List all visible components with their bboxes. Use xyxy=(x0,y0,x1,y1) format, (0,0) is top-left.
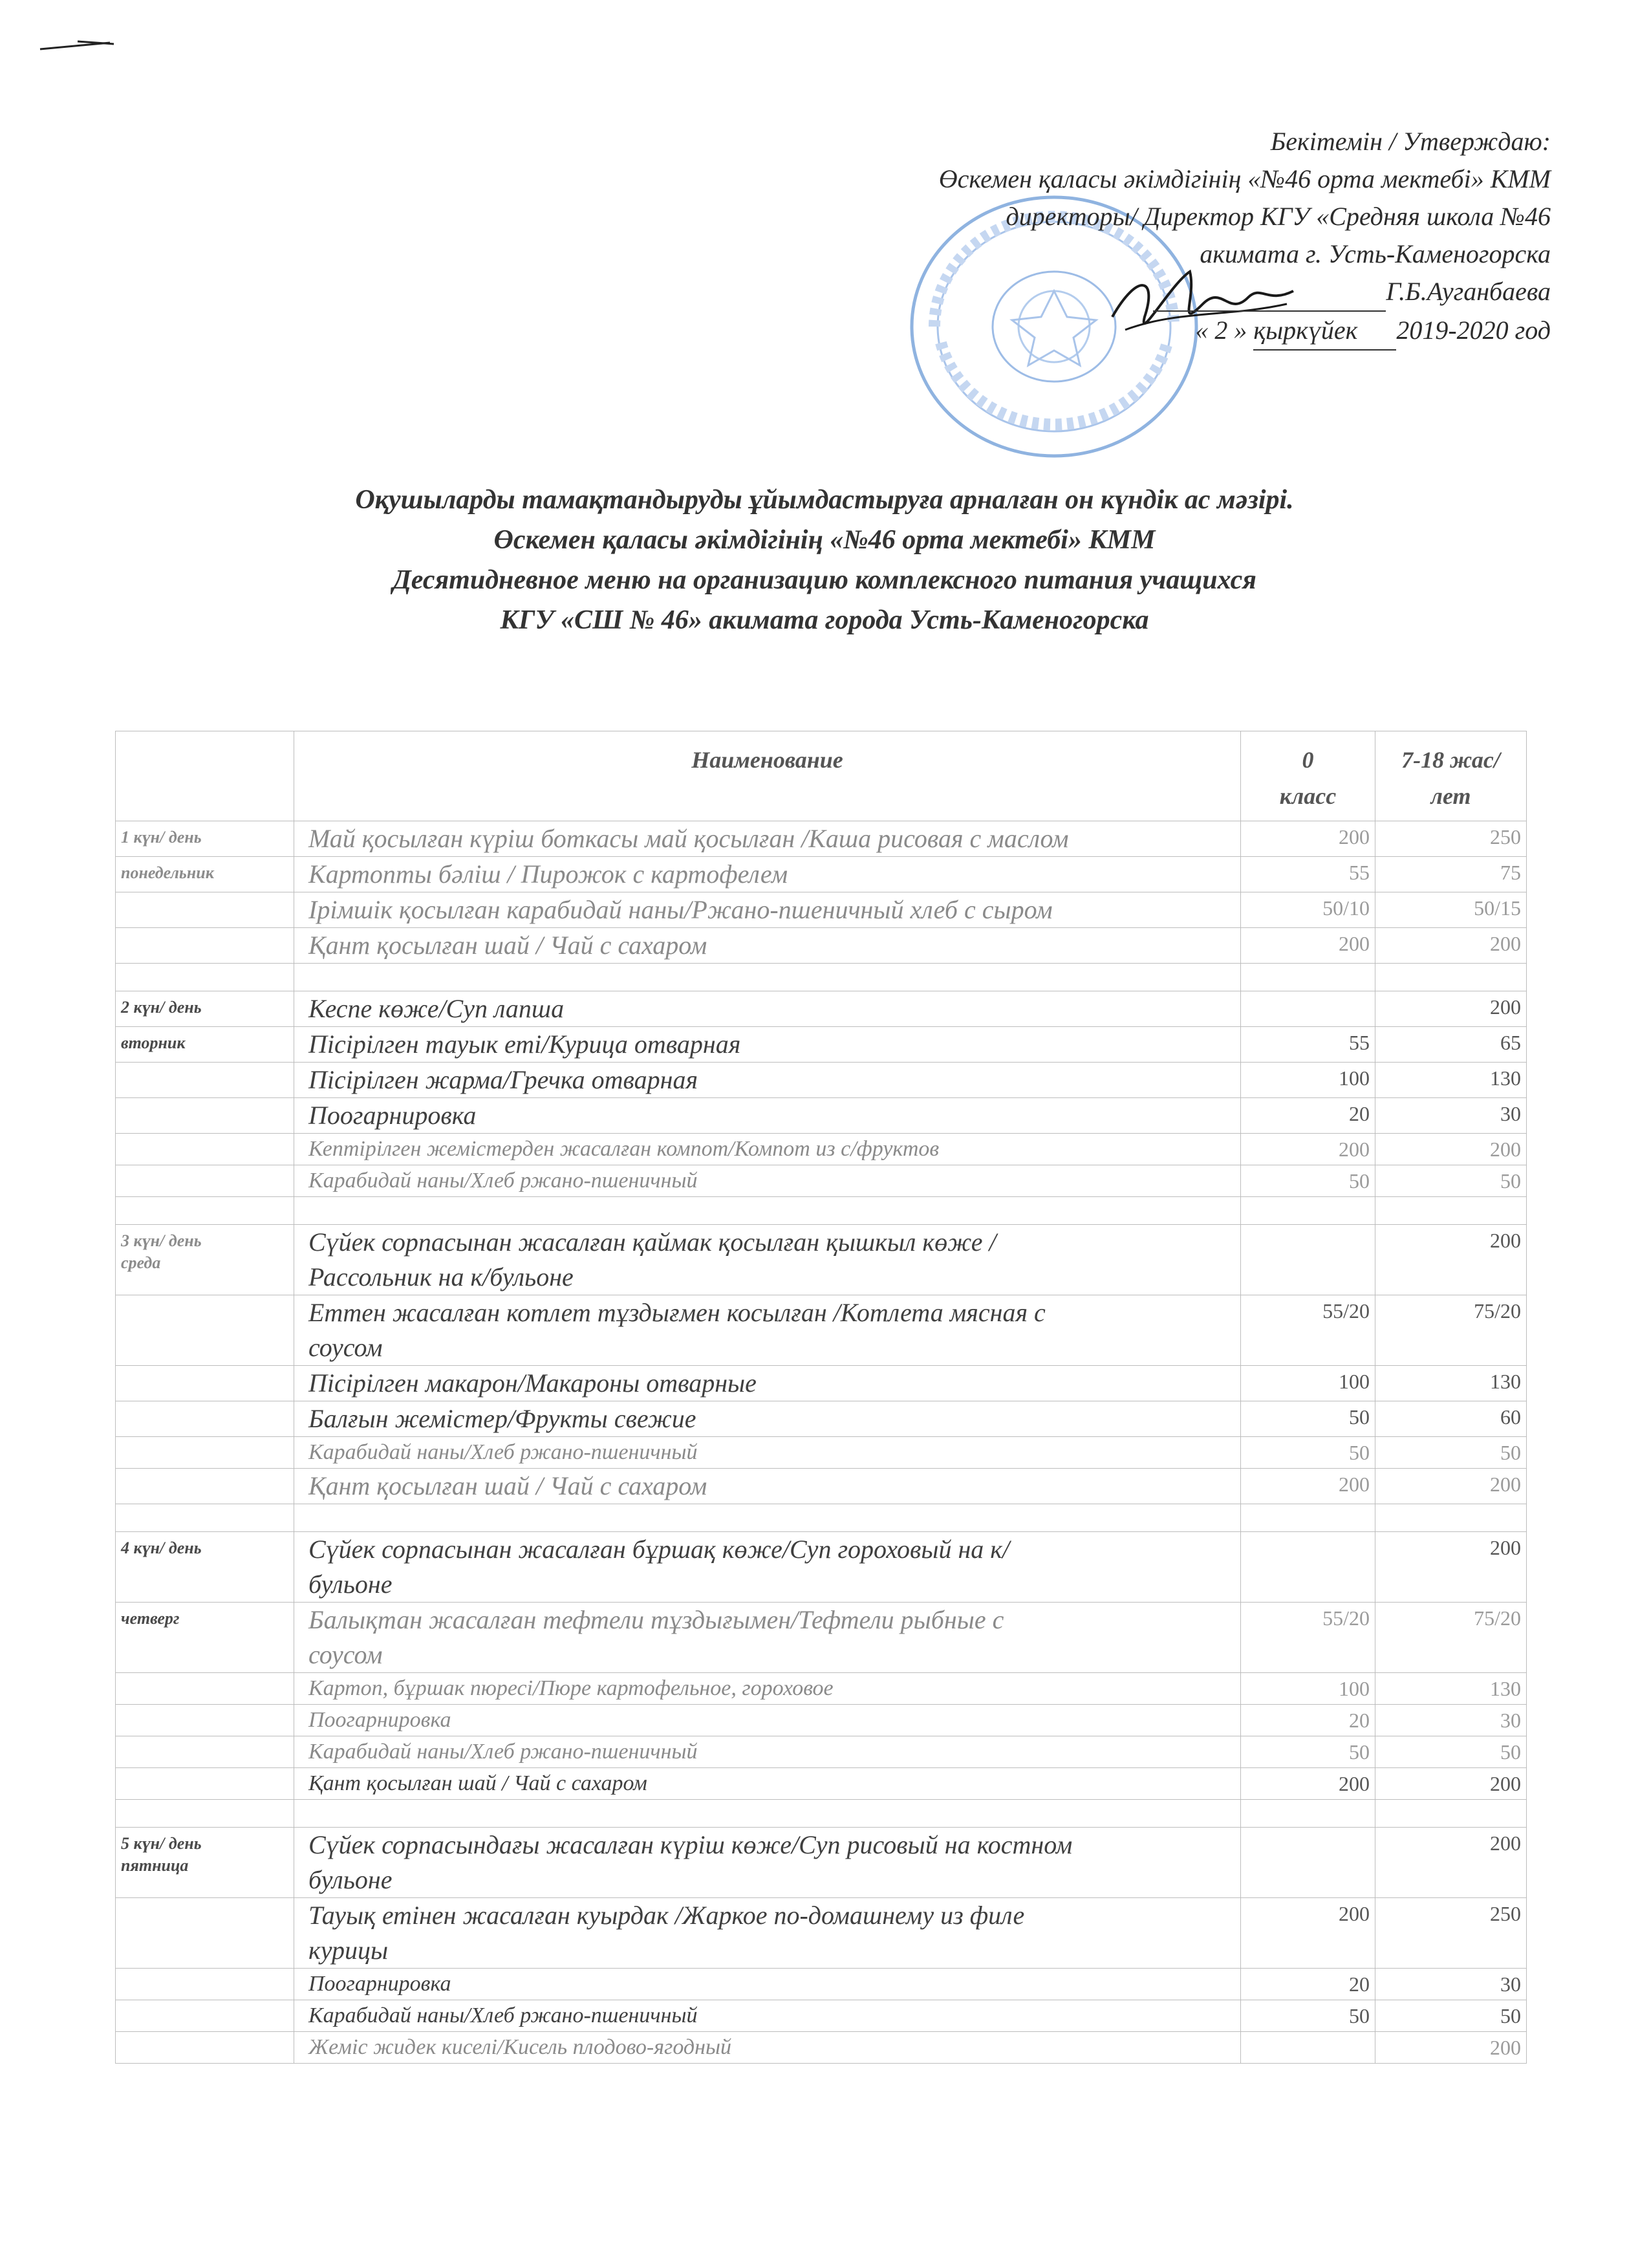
menu-qty-7-18: 50 xyxy=(1375,2000,1527,2032)
menu-day xyxy=(116,1673,294,1705)
menu-day xyxy=(116,1969,294,2000)
menu-dish: Сүйек сорпасындағы жасалған күріш көже/Суп рисовый на костном бульоне xyxy=(294,1828,1241,1898)
menu-row xyxy=(116,1134,1527,1165)
menu-qty-7-18: 30 xyxy=(1375,1098,1527,1134)
approval-year: 2019-2020 год xyxy=(1396,316,1551,345)
title-line-2: Өскемен қаласы әкімдігінің «№46 орта мектебі» КММ xyxy=(493,525,1156,555)
menu-day xyxy=(116,1603,294,1673)
menu-qty-0-class: 200 xyxy=(1241,1469,1375,1504)
menu-qty-0-class xyxy=(1241,1532,1375,1603)
menu-separator-row xyxy=(116,1800,1527,1828)
menu-row xyxy=(116,991,1527,1027)
menu-dish: Май қосылған күріш боткасы май қосылған /Каша рисовая с маслом xyxy=(294,821,1241,857)
menu-day-label: 5 күн/ день xyxy=(121,1834,202,1853)
title-line-4: КГУ «СШ № 46» акимата города Усть-Каменогорска xyxy=(500,605,1149,635)
menu-qty-7-18: 75 xyxy=(1375,857,1527,892)
menu-qty-0-class: 50 xyxy=(1241,1165,1375,1197)
menu-qty-0-class: 100 xyxy=(1241,1063,1375,1098)
menu-dish: Жеміс жидек киселі/Кисель плодово-ягодный xyxy=(294,2032,1241,2064)
menu-day xyxy=(116,892,294,928)
menu-separator-cell xyxy=(1375,1197,1527,1225)
menu-qty-0-class xyxy=(1241,1828,1375,1898)
menu-separator-cell xyxy=(294,1197,1241,1225)
menu-dish: Сүйек сорпасынан жасалған қаймак қосылған қышкыл көже /Рассольник на к/бульоне xyxy=(294,1225,1241,1295)
header-col0-a: 0 xyxy=(1302,747,1314,773)
menu-day-label: 1 күн/ день xyxy=(121,828,202,847)
menu-row xyxy=(116,928,1527,964)
menu-qty-7-18: 75/20 xyxy=(1375,1295,1527,1366)
menu-separator-row xyxy=(116,1504,1527,1532)
menu-qty-0-class: 55 xyxy=(1241,857,1375,892)
menu-day-label: четверг xyxy=(121,1609,180,1628)
menu-day-weekday: среда xyxy=(121,1253,161,1272)
approval-line-3: директоры/ Директор КГУ «Средняя школа №46 xyxy=(1006,202,1551,231)
menu-dish: Картоп, бұршак пюресі/Пюре картофельное, гороховое xyxy=(294,1673,1241,1705)
menu-qty-0-class xyxy=(1241,1225,1375,1295)
menu-qty-0-class: 55/20 xyxy=(1241,1295,1375,1366)
menu-dish: Еттен жасалған котлет тұздығмен косылған /Котлета мясная с соусом xyxy=(294,1295,1241,1366)
menu-qty-0-class: 50 xyxy=(1241,1736,1375,1768)
menu-qty-7-18: 200 xyxy=(1375,1532,1527,1603)
approval-line-5 xyxy=(710,273,1551,312)
menu-day xyxy=(116,1366,294,1401)
menu-separator-cell xyxy=(116,1800,294,1828)
menu-row xyxy=(116,1063,1527,1098)
header-day xyxy=(116,731,294,821)
menu-day xyxy=(116,991,294,1027)
menu-qty-0-class: 200 xyxy=(1241,1898,1375,1969)
menu-dish: Карабидай наны/Хлеб ржано-пшеничный xyxy=(294,2000,1241,2032)
menu-day xyxy=(116,1437,294,1469)
menu-dish: Поогарнировка xyxy=(294,1969,1241,2000)
header-name: Наименование xyxy=(294,731,1241,821)
menu-qty-0-class: 200 xyxy=(1241,1768,1375,1800)
menu-day xyxy=(116,1469,294,1504)
menu-row xyxy=(116,1401,1527,1437)
menu-row xyxy=(116,1673,1527,1705)
menu-day xyxy=(116,1098,294,1134)
menu-qty-0-class xyxy=(1241,991,1375,1027)
menu-qty-7-18: 200 xyxy=(1375,928,1527,964)
menu-day-label: вторник xyxy=(121,1033,186,1052)
approval-block xyxy=(710,123,1551,351)
menu-day-weekday: пятница xyxy=(121,1856,189,1875)
menu-qty-7-18: 200 xyxy=(1375,1134,1527,1165)
menu-separator-row xyxy=(116,964,1527,991)
menu-qty-0-class: 100 xyxy=(1241,1366,1375,1401)
menu-qty-0-class: 50 xyxy=(1241,2000,1375,2032)
menu-dish: Пісірілген макарон/Макароны отварные xyxy=(294,1366,1241,1401)
menu-qty-0-class: 20 xyxy=(1241,1098,1375,1134)
menu-day xyxy=(116,1898,294,1969)
menu-dish: Тауық етінен жасалған куырдак /Жаркое по-домашнему из филе курицы xyxy=(294,1898,1241,1969)
menu-separator-cell xyxy=(1375,1504,1527,1532)
approval-line-2: Өскемен қаласы әкімдігінің «№46 орта мектебі» КММ xyxy=(938,164,1551,193)
menu-dish: Қант қосылған шай / Чай с сахаром xyxy=(294,1469,1241,1504)
menu-dish: Карабидай наны/Хлеб ржано-пшеничный xyxy=(294,1736,1241,1768)
menu-qty-7-18: 75/20 xyxy=(1375,1603,1527,1673)
menu-separator-cell xyxy=(294,964,1241,991)
menu-dish: Балықтан жасалған тефтели тұздығымен/Тефтели рыбные с соусом xyxy=(294,1603,1241,1673)
header-col1 xyxy=(1375,731,1527,821)
menu-qty-0-class: 100 xyxy=(1241,1673,1375,1705)
menu-day xyxy=(116,1027,294,1063)
menu-row xyxy=(116,1437,1527,1469)
menu-dish: Ірімшік қосылған карабидай наны/Ржано-пшеничный хлеб с сыром xyxy=(294,892,1241,928)
menu-qty-7-18: 65 xyxy=(1375,1027,1527,1063)
menu-separator-cell xyxy=(1375,1800,1527,1828)
menu-dish: Кептірілген жемістерден жасалған компот/Компот из с/фруктов xyxy=(294,1134,1241,1165)
menu-qty-7-18: 30 xyxy=(1375,1705,1527,1736)
menu-qty-7-18: 250 xyxy=(1375,821,1527,857)
menu-row xyxy=(116,1027,1527,1063)
menu-separator-cell xyxy=(1241,964,1375,991)
menu-dish: Қант қосылған шай / Чай с сахаром xyxy=(294,928,1241,964)
menu-day xyxy=(116,1705,294,1736)
approval-day: « 2 » xyxy=(1195,316,1247,345)
menu-separator-cell xyxy=(116,1197,294,1225)
menu-qty-7-18: 60 xyxy=(1375,1401,1527,1437)
menu-row xyxy=(116,1366,1527,1401)
menu-day xyxy=(116,857,294,892)
menu-qty-7-18: 200 xyxy=(1375,991,1527,1027)
menu-day xyxy=(116,1134,294,1165)
menu-qty-0-class: 55/20 xyxy=(1241,1603,1375,1673)
menu-qty-0-class: 50 xyxy=(1241,1437,1375,1469)
title-line-1: Оқушыларды тамақтандыруды ұйымдастыруға арналған он күндік ас мәзірі. xyxy=(355,485,1294,515)
menu-row xyxy=(116,892,1527,928)
menu-day xyxy=(116,1165,294,1197)
menu-separator-cell xyxy=(294,1504,1241,1532)
menu-qty-7-18: 50/15 xyxy=(1375,892,1527,928)
menu-day-label: 3 күн/ день xyxy=(121,1231,202,1250)
menu-row xyxy=(116,1898,1527,1969)
menu-header-row xyxy=(116,731,1527,821)
menu-qty-0-class: 20 xyxy=(1241,1705,1375,1736)
menu-row xyxy=(116,1828,1527,1898)
menu-separator-cell xyxy=(1375,964,1527,991)
approval-month: қыркүйек xyxy=(1253,312,1357,351)
menu-separator-row xyxy=(116,1197,1527,1225)
menu-row xyxy=(116,857,1527,892)
menu-row xyxy=(116,1736,1527,1768)
header-col0-b: класс xyxy=(1279,783,1337,809)
menu-row xyxy=(116,1768,1527,1800)
menu-qty-0-class: 50 xyxy=(1241,1401,1375,1437)
menu-qty-0-class xyxy=(1241,2032,1375,2064)
menu-separator-cell xyxy=(1241,1504,1375,1532)
menu-row xyxy=(116,1225,1527,1295)
header-col1-a: 7-18 жас/ xyxy=(1401,747,1500,773)
menu-dish: Пісірілген тауык еті/Курица отварная xyxy=(294,1027,1241,1063)
menu-dish: Қант қосылған шай / Чай с сахаром xyxy=(294,1768,1241,1800)
approval-line-6 xyxy=(710,312,1551,351)
corner-scribble xyxy=(39,39,116,53)
menu-qty-0-class: 200 xyxy=(1241,928,1375,964)
menu-day xyxy=(116,928,294,964)
menu-dish: Поогарнировка xyxy=(294,1705,1241,1736)
menu-day xyxy=(116,1768,294,1800)
menu-row xyxy=(116,2032,1527,2064)
menu-qty-7-18: 200 xyxy=(1375,2032,1527,2064)
menu-separator-cell xyxy=(116,964,294,991)
menu-day-label: понедельник xyxy=(121,863,214,882)
menu-qty-7-18: 200 xyxy=(1375,1828,1527,1898)
menu-qty-7-18: 130 xyxy=(1375,1063,1527,1098)
director-name: Г.Б.Ауганбаева xyxy=(1386,277,1551,306)
menu-separator-cell xyxy=(1241,1800,1375,1828)
menu-day xyxy=(116,1401,294,1437)
menu-separator-cell xyxy=(116,1504,294,1532)
menu-qty-7-18: 200 xyxy=(1375,1469,1527,1504)
menu-qty-7-18: 30 xyxy=(1375,1969,1527,2000)
menu-day xyxy=(116,821,294,857)
menu-qty-7-18: 50 xyxy=(1375,1165,1527,1197)
menu-row xyxy=(116,1165,1527,1197)
menu-row xyxy=(116,1969,1527,2000)
menu-day xyxy=(116,2000,294,2032)
menu-dish: Кеспе көже/Суп лапша xyxy=(294,991,1241,1027)
document-title xyxy=(0,480,1649,640)
menu-qty-7-18: 50 xyxy=(1375,1736,1527,1768)
menu-qty-7-18: 200 xyxy=(1375,1225,1527,1295)
menu-qty-0-class: 200 xyxy=(1241,1134,1375,1165)
menu-row xyxy=(116,1705,1527,1736)
menu-day xyxy=(116,1295,294,1366)
menu-dish: Пісірілген жарма/Гречка отварная xyxy=(294,1063,1241,1098)
menu-dish: Карабидай наны/Хлеб ржано-пшеничный xyxy=(294,1165,1241,1197)
menu-day xyxy=(116,1736,294,1768)
menu-day xyxy=(116,1063,294,1098)
menu-qty-7-18: 200 xyxy=(1375,1768,1527,1800)
menu-body xyxy=(116,821,1527,2064)
approval-line-1: Бекітемін / Утверждаю: xyxy=(1270,127,1551,156)
menu-dish: Балғын жемістер/Фрукты свежие xyxy=(294,1401,1241,1437)
menu-separator-cell xyxy=(1241,1197,1375,1225)
menu-row xyxy=(116,1532,1527,1603)
header-col1-b: лет xyxy=(1430,783,1471,809)
header-col0 xyxy=(1241,731,1375,821)
title-line-3: Десятидневное меню на организацию комплексного питания учащихся xyxy=(393,565,1256,595)
menu-day xyxy=(116,2032,294,2064)
menu-qty-7-18: 130 xyxy=(1375,1673,1527,1705)
menu-row xyxy=(116,821,1527,857)
menu-dish: Сүйек сорпасынан жасалған бұршақ көже/Суп гороховый на к/бульоне xyxy=(294,1532,1241,1603)
menu-qty-0-class: 50/10 xyxy=(1241,892,1375,928)
menu-day xyxy=(116,1532,294,1603)
menu-row xyxy=(116,1469,1527,1504)
menu-day xyxy=(116,1225,294,1295)
menu-day-label: 4 күн/ день xyxy=(121,1539,202,1557)
menu-day xyxy=(116,1828,294,1898)
menu-dish: Картопты бәліш / Пирожок с картофелем xyxy=(294,857,1241,892)
menu-qty-0-class: 200 xyxy=(1241,821,1375,857)
menu-table xyxy=(115,731,1527,2064)
menu-qty-7-18: 130 xyxy=(1375,1366,1527,1401)
menu-qty-7-18: 50 xyxy=(1375,1437,1527,1469)
menu-dish: Поогарнировка xyxy=(294,1098,1241,1134)
menu-row xyxy=(116,1098,1527,1134)
menu-dish: Карабидай наны/Хлеб ржано-пшеничный xyxy=(294,1437,1241,1469)
menu-qty-7-18: 250 xyxy=(1375,1898,1527,1969)
menu-row xyxy=(116,1603,1527,1673)
approval-line-4: акимата г. Усть-Каменогорска xyxy=(1200,239,1551,268)
menu-row xyxy=(116,2000,1527,2032)
menu-qty-0-class: 55 xyxy=(1241,1027,1375,1063)
menu-day-label: 2 күн/ день xyxy=(121,998,202,1017)
menu-separator-cell xyxy=(294,1800,1241,1828)
menu-row xyxy=(116,1295,1527,1366)
menu-qty-0-class: 20 xyxy=(1241,1969,1375,2000)
